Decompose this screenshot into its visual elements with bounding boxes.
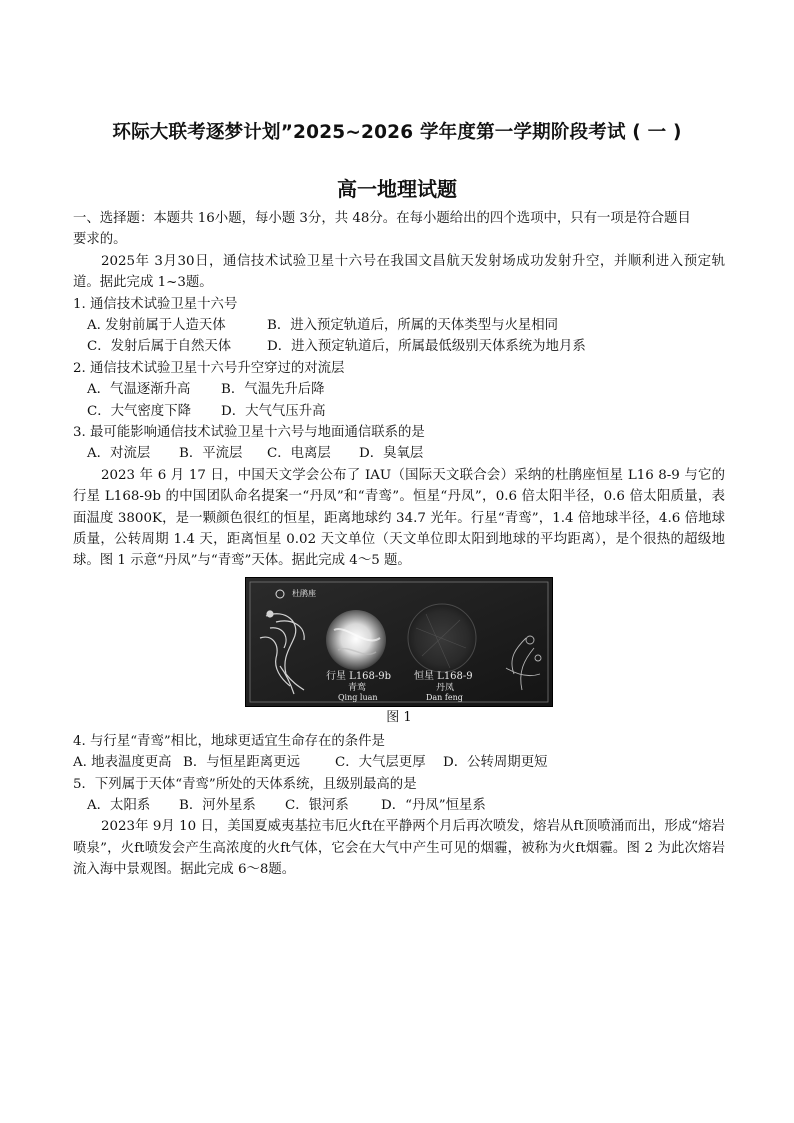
- exam-title: 环际大联考逐梦计划”2025~2026 学年度第一学期阶段考试 ( 一 ): [112, 122, 682, 143]
- question-1-option-b[interactable]: B．进入预定轨道后，所属的天体类型与火星相同: [267, 317, 559, 333]
- figure-1-star-label: 恒星 L168-9: [414, 670, 473, 682]
- question-1-stem: 1. 通信技术试验卫星十六号: [73, 296, 238, 312]
- question-3-options-row: [73, 443, 725, 464]
- question-4-options-row: [73, 752, 725, 773]
- question-1-option-c[interactable]: C．发射后属于自然天体: [87, 339, 232, 355]
- exam-body: [73, 208, 725, 881]
- question-4-option-d[interactable]: D．公转周期更短: [443, 755, 548, 771]
- question-2-options-row-1: [73, 379, 725, 400]
- figure-1: [73, 577, 725, 729]
- question-1-option-d[interactable]: D．进入预定轨道后，所属最低级别天体系统为地月系: [267, 339, 586, 355]
- question-3-option-a[interactable]: A．对流层: [87, 446, 151, 462]
- question-4-option-a[interactable]: A. 地表温度更高: [73, 755, 172, 771]
- question-3-option-c[interactable]: C．电离层: [267, 446, 331, 462]
- question-2-option-c[interactable]: C．大气密度下降: [87, 403, 191, 419]
- passage-3: 2023年 9月 10 日，美国夏威夷基拉韦厄火ft在平静两个月后再次喷发，熔岩从ft顶喷涌而出，形成“熔岩喷泉”，火ft喷发会产生高浓度的火ft气体，它会在大气中产生可见的烟霾，被称为火ft烟霾。图 2 为此次熔岩流入海中景观图。据此完成 6～8题。: [73, 819, 725, 878]
- question-1-options-row-1: [73, 315, 725, 336]
- question-2-option-a[interactable]: A．气温逐渐升高: [87, 382, 191, 398]
- figure-1-star-name: 丹凤: [436, 682, 455, 693]
- figure-1-corner-label: 杜鹃座: [292, 588, 316, 598]
- figure-1-caption: 图 1: [386, 709, 412, 725]
- passage-2: 2023 年 6 月 17 日，中国天文学会公布了 IAU（国际天文联合会）采纳的杜鹃座恒星 L16 8-9 与它的行星 L168-9b 的中国团队命名提案一“丹凤”和“青鸾”。恒星“丹凤”，0.6 倍太阳半径，0.6 倍太阳质量，表面温度 3800K，是一颗颜色很红的恒星，距离地球约 34.7 光年。行星“青鸾”，1.4 倍地球半径，4.6 倍地球质量，公转周期 1.4 天，距离恒星 0.02 天文单位（天文单位即太阳到地球的平均距离），是个很热的超级地球。图 1 示意“丹凤”与“青鸾”天体。据此完成 4～5 题。: [73, 467, 725, 569]
- question-4-option-b[interactable]: B．与恒星距离更远: [183, 755, 300, 771]
- section-instructions-line-1: 一、选择题：本题共 16小题，每小题 3分，共 48分。在每小题给出的四个选项中，只有一项是符合题目: [73, 211, 691, 226]
- figure-1-planet-name: 青鸾: [348, 682, 367, 693]
- question-2-stem: 2. 通信技术试验卫星十六号升空穿过的对流层: [73, 360, 345, 376]
- question-4-option-c[interactable]: C．大气层更厚: [335, 755, 426, 771]
- figure-1-image: [245, 577, 553, 707]
- question-3-option-d[interactable]: D．臭氧层: [359, 446, 424, 462]
- question-2-option-b[interactable]: B．气温先升后降: [221, 382, 325, 398]
- question-5-option-d[interactable]: D．“丹凤”恒星系: [381, 797, 486, 813]
- exam-subtitle: 高一地理试题: [337, 177, 457, 201]
- figure-1-planet-pinyin: Qing luan: [338, 692, 378, 702]
- question-4-stem: 4. 与行星“青鸾”相比，地球更适宜生命存在的条件是: [73, 733, 385, 749]
- question-3-option-b[interactable]: B．平流层: [179, 446, 243, 462]
- question-5-option-a[interactable]: A．太阳系: [87, 797, 151, 813]
- question-1-option-a[interactable]: A. 发射前属于人造天体: [87, 317, 226, 333]
- question-1-options-row-2: [73, 336, 725, 357]
- question-5-options-row: [73, 795, 725, 816]
- figure-1-star-pinyin: Dan feng: [426, 692, 463, 702]
- question-5-option-b[interactable]: B．河外星系: [179, 797, 256, 813]
- question-5-option-c[interactable]: C．银河系: [285, 797, 349, 813]
- figure-1-planet-label: 行星 L168-9b: [326, 670, 392, 682]
- question-3-stem: 3. 最可能影响通信技术试验卫星十六号与地面通信联系的是: [73, 424, 425, 440]
- passage-1: 2025年 3月30日，通信技术试验卫星十六号在我国文昌航天发射场成功发射升空，并顺利进入预定轨道。据此完成 1~3题。: [73, 253, 725, 291]
- section-instructions-line-2: 要求的。: [73, 232, 127, 248]
- question-2-options-row-2: [73, 401, 725, 422]
- question-5-stem: 5．下列属于天体“青鸾”所处的天体系统，且级别最高的是: [73, 776, 417, 792]
- question-2-option-d[interactable]: D．大气气压升高: [221, 403, 326, 419]
- star-danfeng: [408, 604, 476, 672]
